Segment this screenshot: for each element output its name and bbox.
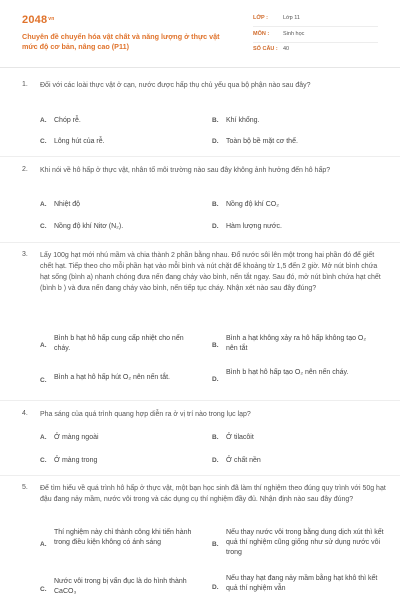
class-label: LỚP :	[253, 15, 268, 21]
question-number: 4.	[22, 410, 28, 417]
field-underline	[253, 42, 378, 43]
field-underline	[253, 26, 378, 27]
question-divider	[0, 475, 400, 476]
subject-label: MÔN :	[253, 31, 270, 37]
question-number: 5.	[22, 484, 28, 491]
question-divider	[0, 156, 400, 157]
question-text: Đối với các loài thực vật ở cạn, nước được hấp thụ chủ yếu qua bộ phận nào sau đây?	[40, 82, 311, 89]
document-title: Chuyên đề chuyển hóa vật chất và năng lượng ở thực vật mức độ cơ bản, nâng cao (P11)	[22, 32, 220, 51]
class-value: Lớp 11	[283, 15, 300, 21]
count-value: 40	[283, 46, 290, 52]
question-divider	[0, 242, 400, 243]
question-number: 3.	[22, 251, 28, 258]
question-number: 1.	[22, 81, 28, 88]
question-number: 2.	[22, 166, 28, 173]
question-text: Lấy 100g hạt mới nhú mầm và chia thành 2 phần bằng nhau. Đổ nước sôi lên một trong hai phần đó để giết chết hạt. Tiếp theo cho mỗi phần hạt vào mỗi bình và nút chặt để khoảng từ 1,5 đến 2 giờ. Mở nút bình chứa hạt sống (bình a) nhanh chóng đưa nến đang cháy vào bình, nến tắt ngay. Sau đó, mở nút bình chứa hạt chết (bình b ) và đưa nến đang cháy vào bình, nến tiếp tục cháy. Nhận xét nào sau đây đúng?	[40, 252, 381, 292]
question-divider	[0, 400, 400, 401]
question-text: Khi nói về hô hấp ở thực vật, nhân tố môi trường nào sau đây không ảnh hưởng đến hô hấp?	[40, 167, 331, 174]
question-text: Để tìm hiểu về quá trình hô hấp ở thực vật, một bạn học sinh đã làm thí nghiệm theo đúng quy trình với 50g hạt đậu đang nảy mầm, nước vôi trong và các dụng cụ thí nghiệm đầy đủ. Nhận định nào sau đây đúng?	[40, 485, 386, 503]
question-text: Pha sáng của quá trình quang hợp diễn ra ở vị trí nào trong lục lạp?	[40, 411, 251, 418]
subject-value: Sinh học	[283, 31, 305, 37]
header-divider	[0, 67, 400, 68]
count-label: SỐ CÂU :	[253, 46, 278, 52]
site-logo[interactable]: $2048^{vn}$	[22, 14, 55, 26]
document-header	[0, 0, 400, 64]
